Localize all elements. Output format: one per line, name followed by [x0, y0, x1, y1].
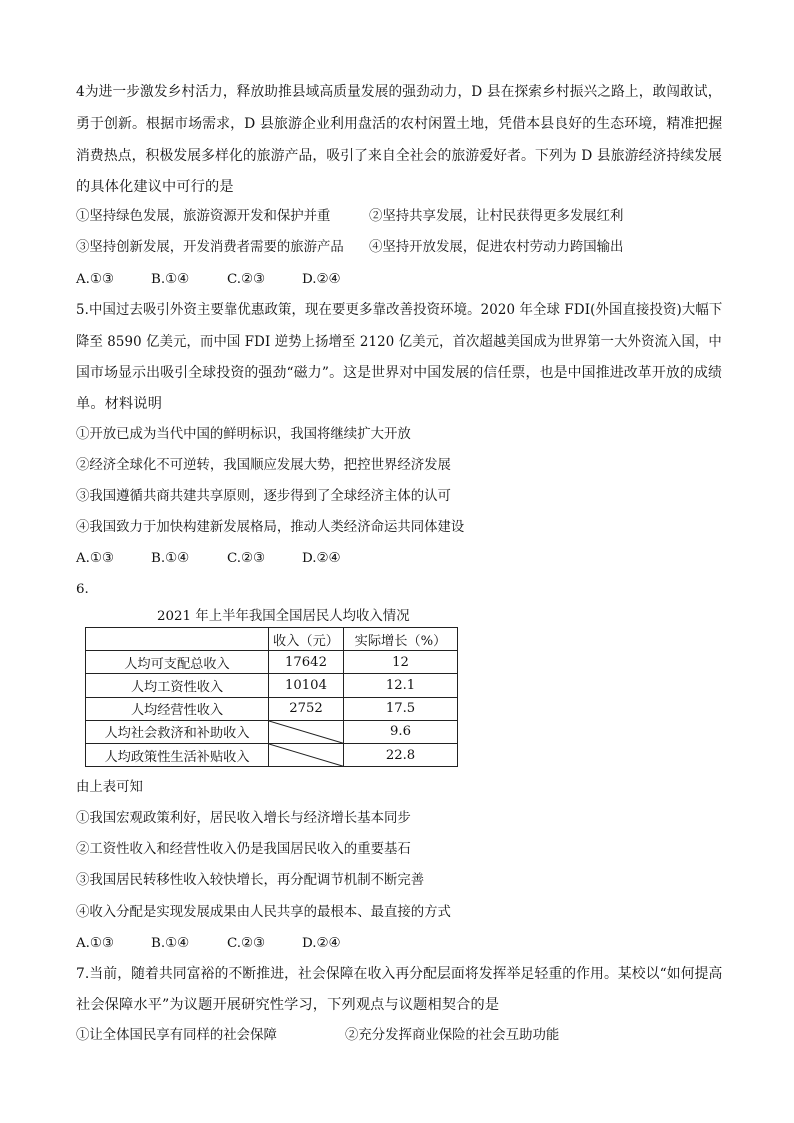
row-item: 人均社会救济和补助收入 — [86, 720, 269, 743]
q4-answer-a: A.①③ — [76, 272, 114, 287]
table-row — [86, 720, 458, 743]
q5-option-3: ③我国遵循共商共建共享原则，逐步得到了全球经济主体的认可 — [76, 489, 451, 504]
row-growth: 12.1 — [344, 674, 458, 697]
diagonal-slash-icon — [269, 744, 343, 766]
q5-line-2: 降至 8590 亿美元，而中国 FDI 逆势上扬增至 2120 亿美元，首次超越美国成为世界第一大外资流入国，中 — [76, 334, 722, 350]
q5-line-4: 单。材料说明 — [76, 396, 163, 412]
q6-option-3: ③我国居民转移性收入较快增长，再分配调节机制不断完善 — [76, 873, 425, 888]
table-row — [86, 697, 458, 720]
q5-line-3: 国市场显示出吸引全球投资的强劲“磁力”。这是世界对中国发展的信任票，也是中国推进改革开放的成绩 — [76, 365, 723, 381]
q5-line-1: 5.中国过去吸引外资主要靠优惠政策，现在要更多靠改善投资环境。2020 年全球 FDI(外国直接投资)大幅下 — [76, 302, 723, 318]
table-header-empty — [86, 628, 269, 651]
table-row — [86, 651, 458, 674]
q6-option-2: ②工资性收入和经营性收入仍是我国居民收入的重要基石 — [76, 842, 411, 857]
diagonal-slash-cell — [269, 743, 344, 766]
q4-line-4: 的具体化建议中可行的是 — [76, 179, 234, 195]
q4-option-2: ②坚持共享发展，让村民获得更多发展红利 — [369, 209, 624, 224]
q6-stem: 由上表可知 — [76, 780, 143, 795]
q5-option-2: ②经济全球化不可逆转，我国顺应发展大势，把控世界经济发展 — [76, 458, 451, 473]
q4-option-4: ④坚持开放发展，促进农村劳动力跨国输出 — [369, 240, 624, 255]
q4-answer-c: C.②③ — [227, 272, 266, 287]
table-header-row — [86, 628, 458, 651]
q4-answer-d: D.②④ — [302, 272, 341, 287]
q4-option-3: ③坚持创新发展，开发消费者需要的旅游产品 — [76, 240, 344, 255]
q4-option-1: ①坚持绿色发展，旅游资源开发和保护并重 — [76, 209, 331, 224]
q6-number: 6. — [76, 582, 89, 597]
row-item: 人均工资性收入 — [86, 674, 269, 697]
row-item: 人均经营性收入 — [86, 697, 269, 720]
q5-answer-a: A.①③ — [76, 551, 114, 566]
row-growth: 9.6 — [344, 720, 458, 743]
q5-option-4: ④我国致力于加快构建新发展格局，推动人类经济命运共同体建设 — [76, 520, 465, 535]
q4-line-1: 4为进一步激发乡村活力，释放助推县域高质量发展的强劲动力，D 县在探索乡村振兴之路上，敢闯敢试， — [76, 84, 722, 100]
q6-option-4: ④收入分配是实现发展成果由人民共享的最根本、最直接的方式 — [76, 905, 451, 920]
table-header-growth: 实际增长（%） — [344, 628, 458, 651]
q7-line-1: 7.当前，随着共同富裕的不断推进，社会保障在收入再分配层面将发挥举足轻重的作用。某校以“如何提高 — [76, 966, 723, 982]
row-income: 17642 — [269, 651, 344, 674]
table-caption: 2021 年上半年我国全国居民人均收入情况 — [157, 609, 410, 624]
q6-answer-d: D.②④ — [302, 936, 341, 951]
q6-answer-a: A.①③ — [76, 936, 114, 951]
q5-answer-b: B.①④ — [151, 551, 190, 566]
q6-answer-c: C.②③ — [227, 936, 266, 951]
row-growth: 22.8 — [344, 743, 458, 766]
q5-answer-c: C.②③ — [227, 551, 266, 566]
row-item: 人均政策性生活补贴收入 — [86, 743, 269, 766]
diagonal-slash-cell — [269, 720, 344, 743]
q4-line-3: 消费热点，积极发展多样化的旅游产品，吸引了来自全社会的旅游爱好者。下列为 D 县旅游经济持续发展 — [76, 148, 723, 164]
row-growth: 12 — [344, 651, 458, 674]
q4-answer-b: B.①④ — [151, 272, 190, 287]
q5-option-1: ①开放已成为当代中国的鲜明标识，我国将继续扩大开放 — [76, 427, 411, 442]
q7-line-2: 社会保障水平”为议题开展研究性学习，下列观点与议题相契合的是 — [76, 997, 500, 1013]
diagonal-slash-icon — [269, 721, 343, 743]
q7-option-2: ②充分发挥商业保险的社会互助功能 — [345, 1028, 560, 1043]
q4-line-2: 勇于创新。根据市场需求，D 县旅游企业利用盘活的农村闲置土地，凭借本县良好的生态环境，精准把握 — [76, 116, 723, 132]
row-growth: 17.5 — [344, 697, 458, 720]
income-table — [85, 627, 458, 767]
table-header-income: 收入（元） — [269, 628, 344, 651]
row-item: 人均可支配总收入 — [86, 651, 269, 674]
row-income: 2752 — [269, 697, 344, 720]
q6-answer-b: B.①④ — [151, 936, 190, 951]
q5-answer-d: D.②④ — [302, 551, 341, 566]
row-income: 10104 — [269, 674, 344, 697]
table-row — [86, 674, 458, 697]
q6-option-1: ①我国宏观政策利好，居民收入增长与经济增长基本同步 — [76, 811, 411, 826]
q7-option-1: ①让全体国民享有同样的社会保障 — [76, 1028, 277, 1043]
table-row — [86, 743, 458, 766]
